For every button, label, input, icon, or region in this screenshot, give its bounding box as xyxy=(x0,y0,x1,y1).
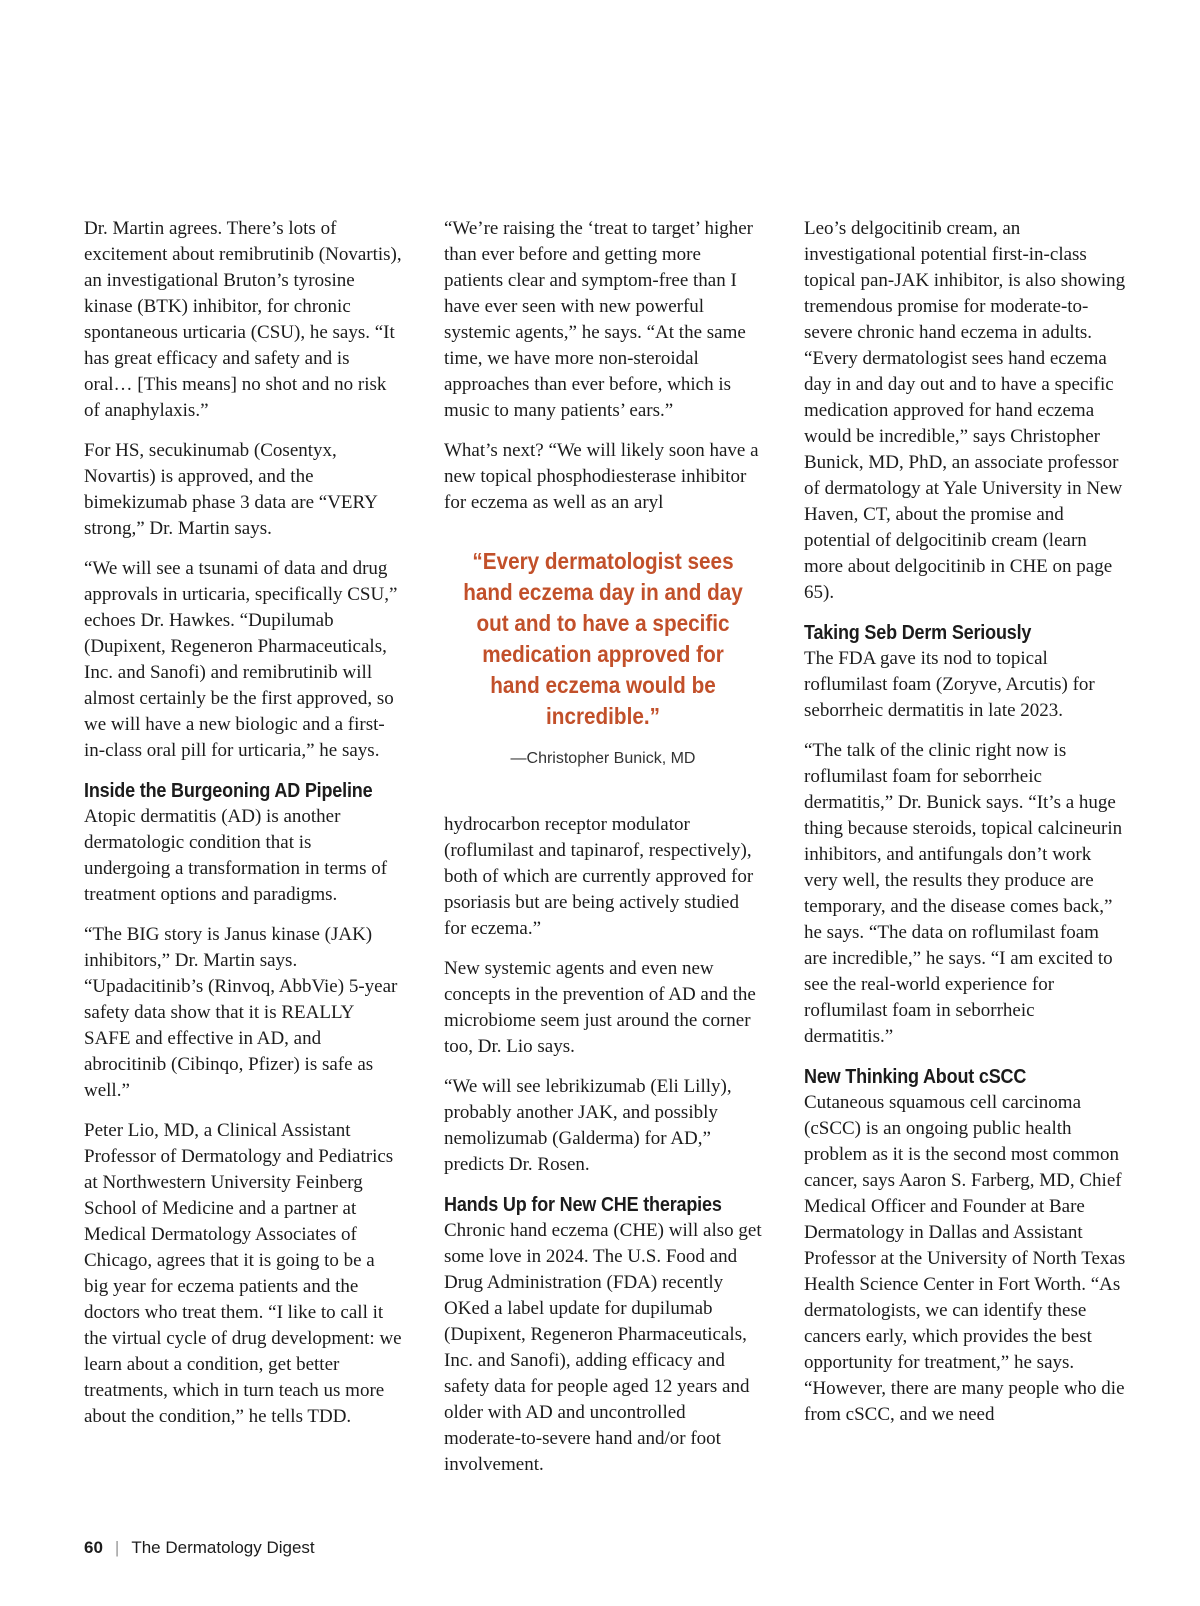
paragraph: “We will see lebrikizumab (Eli Lilly), probably another JAK, and possibly nemolizumab (Galderma) for AD,” predicts Dr. Rosen. xyxy=(444,1076,732,1175)
section-heading: Taking Seb Derm Seriously xyxy=(804,622,1032,644)
paragraph: “The BIG story is Janus kinase (JAK) inhibitors,” Dr. Martin says. “Upadacitinib’s (Rinvoq, AbbVie) 5-year safety data show that it is REALLY SAFE and effective in AD, and abrocitinib (Cibinqo, Pfizer) is safe as well.” xyxy=(84,924,398,1101)
page-number: 60 xyxy=(84,1538,103,1557)
column-3 xyxy=(804,216,1126,1442)
paragraph: For HS, secukinumab (Cosentyx, Novartis) is approved, and the bimekizumab phase 3 data are “VERY strong,” Dr. Martin says. xyxy=(84,440,378,539)
column-1 xyxy=(84,216,402,1444)
paragraph: “The talk of the clinic right now is roflumilast foam for seborrheic dermatitis,” Dr. Bunick says. “It’s a huge thing because steroids, topical calcineurin inhibitors, and antifungals don’t work very well, the results they produce are temporary, and the disease comes back,” he says. “The data on roflumilast foam are incredible,” he says. “I am excited to see the real-world experience for roflumilast foam in seborrheic dermatitis.” xyxy=(804,740,1123,1047)
paragraph: Atopic dermatitis (AD) is another dermatologic condition that is undergoing a transformation in terms of treatment options and paradigms. xyxy=(84,806,388,905)
footer-separator: | xyxy=(114,1538,120,1557)
column-2 xyxy=(444,216,762,1492)
page-footer xyxy=(84,1538,315,1558)
paragraph: What’s next? “We will likely soon have a new topical phosphodiesterase inhibitor for eczema as well as an aryl xyxy=(444,440,759,513)
paragraph: “We’re raising the ‘treat to target’ higher than ever before and getting more patients clear and symptom-free than I have ever seen with new powerful systemic agents,” he says. “At the same time, we have more non-steroidal approaches than ever before, which is music to many patients’ ears.” xyxy=(444,218,754,421)
paragraph: Cutaneous squamous cell carcinoma (cSCC) is an ongoing public health problem as it is the second most common cancer, says Aaron S. Farberg, MD, Chief Medical Officer and Founder at Bare Dermatology in Dallas and Assistant Professor at the University of North Texas Health Science Center in Fort Worth. “As dermatologists, we can identify these cancers early, which provides the best opportunity for treatment,” he says. “However, there are many people who die from cSCC, and we need xyxy=(804,1092,1126,1425)
paragraph: Leo’s delgocitinib cream, an investigational potential first-in-class topical pan-JAK inhibitor, is also showing tremendous promise for moderate-to-severe chronic hand eczema in adults. “Every dermatologist sees hand eczema day in and day out and to have a specific medication approved for hand eczema would be incredible,” says Christopher Bunick, MD, PhD, an associate professor of dermatology at Yale University in New Haven, CT, about the promise and potential of delgocitinib cream (learn more about delgocitinib in CHE on page 65). xyxy=(804,218,1126,603)
publication-name: The Dermatology Digest xyxy=(131,1538,315,1557)
paragraph: The FDA gave its nod to topical roflumilast foam (Zoryve, Arcutis) for seborrheic dermatitis in late 2023. xyxy=(804,648,1095,721)
section-heading: Inside the Burgeoning AD Pipeline xyxy=(84,780,373,802)
pull-quote xyxy=(444,546,762,772)
section-heading: Hands Up for New CHE therapies xyxy=(444,1194,722,1216)
section-heading: New Thinking About cSCC xyxy=(804,1066,1027,1088)
pull-quote-attribution: —Christopher Bunick, MD xyxy=(510,750,696,767)
paragraph: Dr. Martin agrees. There’s lots of excitement about remibrutinib (Novartis), an investigational Bruton’s tyrosine kinase (BTK) inhibitor, for chronic spontaneous urticaria (CSU), he says. “It has great efficacy and safety and is oral… [This means] no shot and no risk of anaphylaxis.” xyxy=(84,218,402,421)
paragraph: Chronic hand eczema (CHE) will also get some love in 2024. The U.S. Food and Drug Administration (FDA) recently OKed a label update for dupilumab (Dupixent, Regeneron Pharmaceuticals, Inc. and Sanofi), adding efficacy and safety data for people aged 12 years and older with AD and uncontrolled moderate-to-severe hand and/or foot involvement. xyxy=(444,1220,762,1475)
paragraph: “We will see a tsunami of data and drug approvals in urticaria, specifically CSU,” echoes Dr. Hawkes. “Dupilumab (Dupixent, Regeneron Pharmaceuticals, Inc. and Sanofi) and remibrutinib will almost certainly be the first approved, so we will have a new biologic and a first-in-class oral pill for urticaria,” he says. xyxy=(84,558,398,761)
paragraph: hydrocarbon receptor modulator (roflumilast and tapinarof, respectively), both of which are currently approved for psoriasis but are being actively studied for eczema.” xyxy=(444,814,754,939)
paragraph: New systemic agents and even new concepts in the prevention of AD and the microbiome seem just around the corner too, Dr. Lio says. xyxy=(444,958,756,1057)
paragraph: Peter Lio, MD, a Clinical Assistant Professor of Dermatology and Pediatrics at Northwestern University Feinberg School of Medicine and a partner at Medical Dermatology Associates of Chicago, agrees that it is going to be a big year for eczema patients and the doctors who treat them. “I like to call it the virtual cycle of drug development: we learn about a condition, get better treatments, which in turn teach us more about the condition,” he tells TDD. xyxy=(84,1120,402,1427)
pull-quote-text: “Every dermatologist sees hand eczema day in and day out and to have a specific medication approved for hand eczema would be incredible.” xyxy=(463,548,743,729)
